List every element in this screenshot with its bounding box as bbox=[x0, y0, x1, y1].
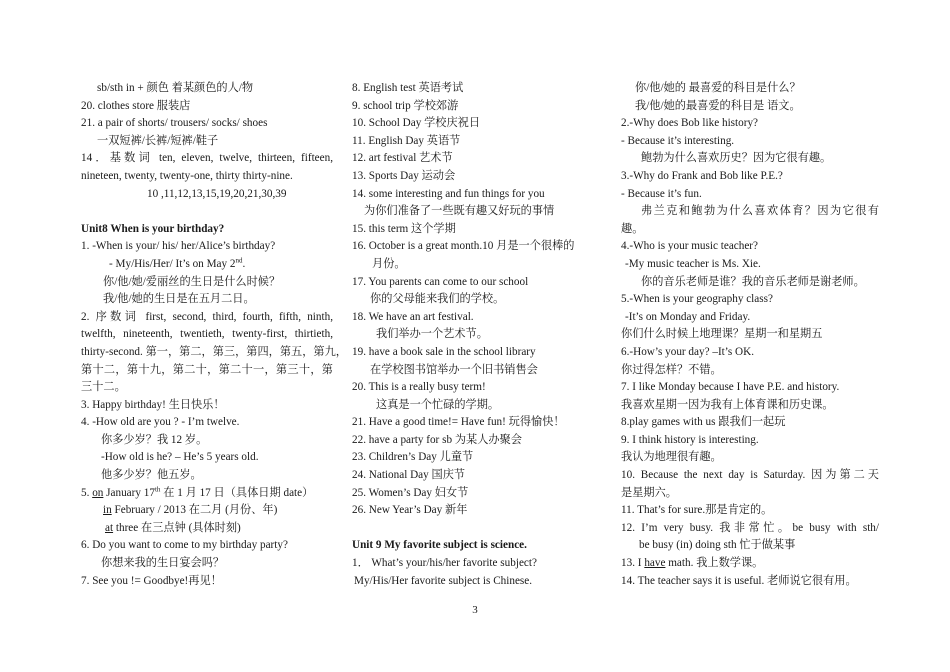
text-line: 月份。 bbox=[372, 257, 406, 270]
text-line: 3. Happy birthday! 生日快乐！ bbox=[81, 398, 225, 411]
text-line: 9. school trip 学校郊游 bbox=[352, 99, 459, 112]
text-line: 20. This is a really busy term! bbox=[352, 381, 486, 394]
text-line: 16. October is a great month.10 月是一个很棒的 bbox=[352, 240, 575, 253]
text-line: 7. See you != Goodbye!再见！ bbox=[81, 574, 222, 587]
text-line: 3.-Why do Frank and Bob like P.E.? bbox=[621, 169, 783, 182]
text-run: February / 2013 在二月 (月份、年) bbox=[111, 504, 278, 517]
text-line: 5.-When is your geography class? bbox=[621, 293, 773, 306]
text-run: three 在三点钟 (具体时刻) bbox=[113, 521, 241, 534]
middle-column bbox=[352, 80, 600, 590]
text-line: 25. Women’s Day 妇女节 bbox=[352, 486, 469, 499]
text-line: -How old is he? – He’s 5 years old. bbox=[101, 451, 259, 464]
right-column bbox=[621, 80, 879, 590]
text-line bbox=[81, 502, 333, 520]
text-line: 2. 序数词 first, second, third, fourth, fifth, ninth, bbox=[81, 310, 333, 323]
text-line bbox=[621, 555, 879, 573]
text-line: 1. -When is your/ his/ her/Alice’s birthday? bbox=[81, 240, 276, 253]
text-line: 10. Because the next day is Saturday. 因为第二天 bbox=[621, 469, 879, 482]
superscript: th bbox=[154, 484, 161, 493]
text-line: 21. a pair of shorts/ trousers/ socks/ shoes bbox=[81, 117, 268, 130]
text-line: - Because it’s fun. bbox=[621, 187, 702, 200]
text-line: 他多少岁？他五岁。 bbox=[101, 469, 202, 482]
text-line: -My music teacher is Ms. Xie. bbox=[625, 257, 761, 270]
text-line: 弗兰克和鲍勃为什么喜欢体育？因为它很有 bbox=[641, 205, 879, 218]
text-run: . bbox=[242, 257, 246, 270]
text-line: 在学校图书馆举办一个旧书销售会 bbox=[370, 363, 538, 376]
text-run: 在 1 月 17 日（具体日期 date） bbox=[160, 486, 314, 499]
text-line: 10 ,11,12,13,15,19,20,21,30,39 bbox=[147, 187, 287, 200]
underlined-word: have bbox=[644, 557, 666, 570]
text-line: 6.-How’s your day? –It’s OK. bbox=[621, 345, 754, 358]
underlined-word: on bbox=[92, 486, 104, 499]
text-line bbox=[81, 256, 333, 274]
text-line: thirty-second. 第一，第二，第三，第四，第五，第九， bbox=[81, 345, 347, 358]
text-line: 22. have a party for sb 为某人办聚会 bbox=[352, 433, 522, 446]
text-run: - My/His/Her/ It’s on May 2 bbox=[109, 257, 236, 270]
text-line: 我/他/她的最喜爱的科目是 语文。 bbox=[635, 99, 801, 112]
text-line: 19. have a book sale in the school library bbox=[352, 345, 536, 358]
text-line: 2.-Why does Bob like history? bbox=[621, 117, 759, 130]
text-line: 我/他/她的生日是在五月二日。 bbox=[103, 293, 255, 306]
text-line: 我们举办一个艺术节。 bbox=[376, 328, 488, 341]
text-line bbox=[81, 520, 333, 538]
text-line: -It’s on Monday and Friday. bbox=[625, 310, 751, 323]
text-line: 你/他/她/爱丽丝的生日是什么时候？ bbox=[103, 275, 281, 288]
text-line: 24. National Day 国庆节 bbox=[352, 469, 466, 482]
text-line bbox=[81, 485, 333, 503]
text-line: 13. Sports Day 运动会 bbox=[352, 169, 456, 182]
text-run: 5. bbox=[81, 486, 93, 499]
text-line: 8. English test 英语考试 bbox=[352, 82, 464, 94]
text-line: 26. New Year’s Day 新年 bbox=[352, 504, 468, 517]
text-line: 12. art festival 艺术节 bbox=[352, 152, 453, 165]
text-line: 你的音乐老师是谁？我的音乐老师是谢老师。 bbox=[641, 275, 865, 288]
text-line: 为你们准备了一些既有趣又好玩的事情 bbox=[364, 205, 555, 218]
text-line: 18. We have an art festival. bbox=[352, 310, 474, 323]
section-heading: Unit8 When is your birthday? bbox=[81, 222, 225, 235]
text-line: 是星期六。 bbox=[621, 486, 677, 499]
text-line: be busy (in) doing sth 忙于做某事 bbox=[639, 539, 796, 552]
superscript: nd bbox=[235, 256, 243, 265]
text-line: 7. I like Monday because I have P.E. and history. bbox=[621, 381, 840, 394]
text-line: 14．基数词 ten, eleven, twelve, thirteen, fifteen, bbox=[81, 152, 333, 165]
text-line: 你多少岁？我 12 岁。 bbox=[101, 433, 208, 446]
page-number: 3 bbox=[472, 604, 478, 616]
text-line: 6. Do you want to come to my birthday party? bbox=[81, 539, 288, 552]
left-column bbox=[81, 80, 347, 590]
text-line: 第十二，第十九，第二十，第二十一，第三十，第 bbox=[81, 363, 333, 376]
section-heading: Unit 9 My favorite subject is science. bbox=[352, 539, 527, 552]
text-line: 11. English Day 英语节 bbox=[352, 134, 461, 147]
text-line: 鲍勃为什么喜欢历史？因为它很有趣。 bbox=[641, 152, 832, 165]
text-run: January 17 bbox=[103, 486, 155, 499]
text-line: 4. -How old are you ? - I’m twelve. bbox=[81, 416, 240, 429]
text-line: sb/sth in + 颜色 着某颜色的人/物 bbox=[97, 82, 254, 94]
text-line: 20. clothes store 服装店 bbox=[81, 99, 191, 112]
text-line: 1． What’s your/his/her favorite subject? bbox=[352, 557, 537, 570]
text-line: 10. School Day 学校庆祝日 bbox=[352, 117, 481, 130]
text-line: - Because it’s interesting. bbox=[621, 134, 735, 147]
text-line: My/His/Her favorite subject is Chinese. bbox=[354, 574, 533, 587]
text-line: 15. this term 这个学期 bbox=[352, 222, 456, 235]
text-line: twelfth, nineteenth, twentieth, twenty-first, thirtieth, bbox=[81, 328, 333, 341]
text-line: 我认为地理很有趣。 bbox=[621, 451, 722, 464]
text-line: 4.-Who is your music teacher? bbox=[621, 240, 758, 253]
text-line: 17. You parents can come to our school bbox=[352, 275, 529, 288]
text-line: 你/他/她的 最喜爱的科目是什么？ bbox=[635, 82, 801, 94]
text-run: math. 我上数学课。 bbox=[665, 557, 764, 570]
text-line: 12. I’m very busy. 我非常忙。be busy with sth/ bbox=[621, 521, 879, 534]
text-line: 21. Have a good time!= Have fun! 玩得愉快！ bbox=[352, 416, 565, 429]
blank-line bbox=[81, 203, 333, 221]
text-line: 14. some interesting and fun things for you bbox=[352, 187, 545, 200]
text-line: nineteen, twenty, twenty-one, thirty thirty-nine. bbox=[81, 169, 293, 182]
text-line: 趣。 bbox=[621, 222, 644, 235]
text-line: 11. That’s for sure.那是肯定的。 bbox=[621, 504, 773, 517]
text-line: 你们什么时候上地理课？星期一和星期五 bbox=[621, 328, 823, 341]
text-line: 这真是一个忙碌的学期。 bbox=[376, 398, 500, 411]
text-line: 你想来我的生日宴会吗？ bbox=[101, 557, 225, 570]
underlined-word: at bbox=[105, 521, 114, 534]
text-line: 9. I think history is interesting. bbox=[621, 433, 759, 446]
blank-line bbox=[352, 520, 600, 538]
text-line: 14. The teacher says it is useful. 老师说它很有用。 bbox=[621, 574, 857, 587]
underlined-word: in bbox=[103, 504, 112, 517]
text-run: 13. I bbox=[621, 557, 645, 570]
text-line: 你过得怎样？不错。 bbox=[621, 363, 722, 376]
text-line: 我喜欢星期一因为我有上体育课和历史课。 bbox=[621, 398, 834, 411]
text-line: 你的父母能来我们的学校。 bbox=[370, 293, 505, 306]
text-line: 8.play games with us 跟我们一起玩 bbox=[621, 416, 786, 429]
text-line: 23. Children’s Day 儿童节 bbox=[352, 451, 474, 464]
text-line: 三十二。 bbox=[81, 381, 126, 394]
text-line: 一双短裤/长裤/短裤/鞋子 bbox=[97, 134, 219, 147]
